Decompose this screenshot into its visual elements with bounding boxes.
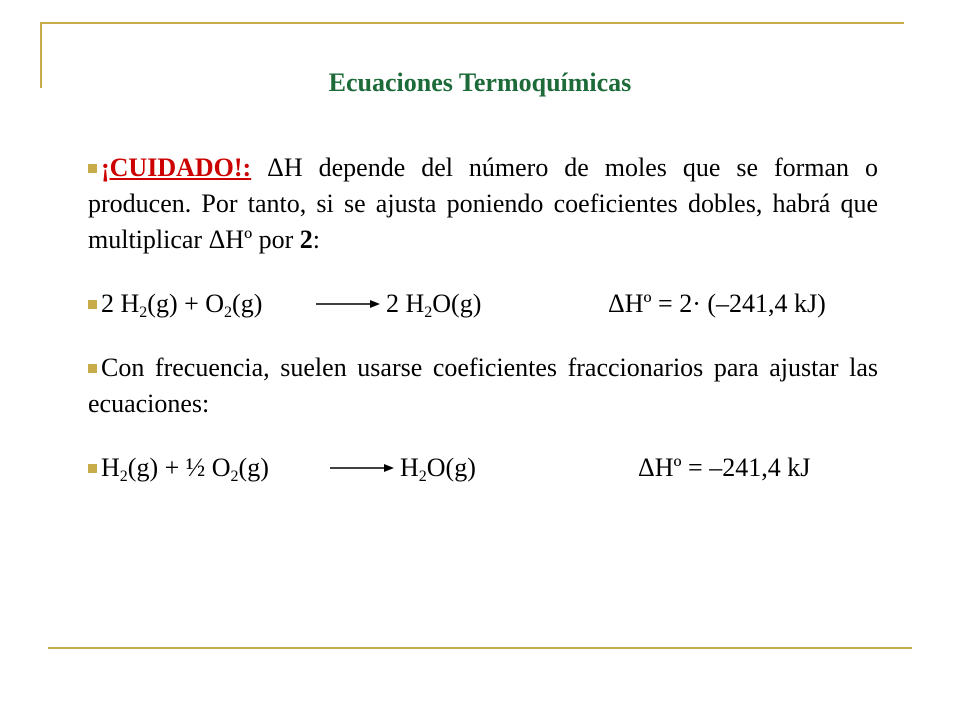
top-rule (40, 22, 904, 24)
bullet-icon (88, 300, 97, 309)
eq2-enthalpy: ΔHº = –241,4 kJ (638, 453, 811, 482)
bullet-icon (88, 464, 97, 473)
bottom-rule (48, 647, 912, 649)
bullet-icon (88, 164, 97, 173)
eq2-products: $H_2O(g)$ (400, 453, 476, 485)
equation-2 (88, 450, 888, 486)
reaction-arrow-icon (330, 460, 396, 476)
warning-label: ¡CUIDADO!: (101, 153, 252, 182)
equation-1 (88, 286, 888, 322)
eq2-reactants: $H_2(g)$ + ½ $O_2(g)$ (88, 450, 269, 486)
slide-title: Ecuaciones Termoquímicas (328, 68, 632, 97)
fraction-paragraph (88, 350, 878, 422)
bullet-icon (88, 364, 97, 373)
fraction-text: Con frecuencia, suelen usarse coeficientes fraccionarios para ajustar las ecuaciones: (88, 353, 878, 418)
eq1-reactants: 2 $H_2(g) + O_2(g)$ (88, 286, 262, 322)
reaction-arrow-icon (316, 296, 382, 312)
eq1-products: 2 $H_2O(g)$ (386, 289, 482, 321)
warning-paragraph (88, 150, 878, 258)
eq1-enthalpy: ΔHº = 2· (–241,4 kJ) (608, 289, 826, 318)
warning-text-end: : (312, 225, 321, 254)
factor-two: 2 (299, 225, 313, 254)
warning-text: ΔH depende del número de moles que se forman o producen. Por tanto, si se ajusta poniendo coeficientes dobles, habrá que multiplicar ΔHº por (88, 153, 878, 254)
